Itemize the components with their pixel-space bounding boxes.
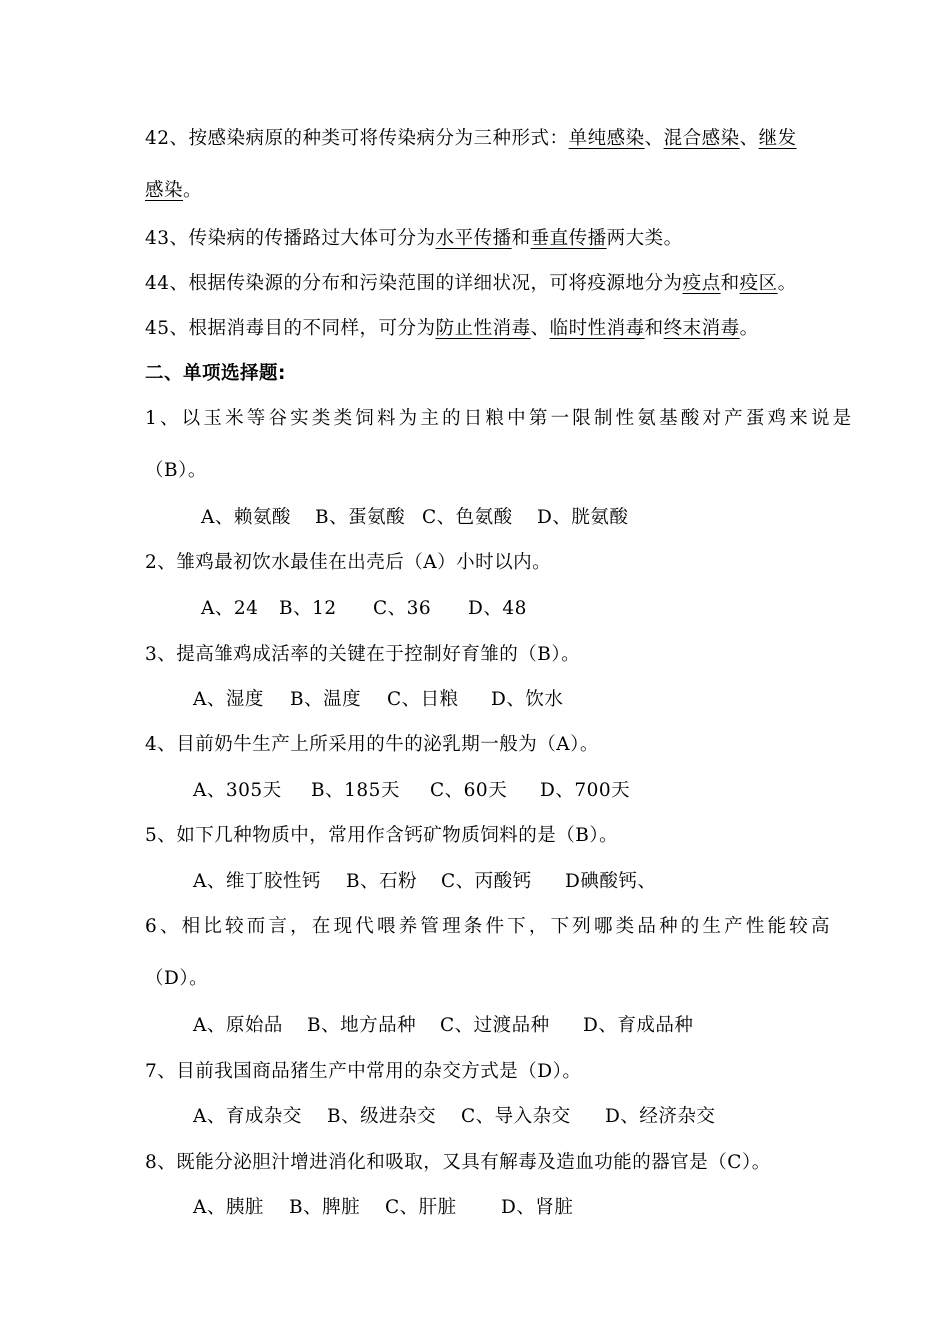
choice-options-3 [193, 685, 563, 711]
fill-question-45 [145, 314, 759, 340]
option-b: B、级进杂交 [327, 1106, 437, 1127]
fill-question-44 [145, 269, 797, 295]
question-number: 4、 [145, 734, 177, 755]
question-text: 传染病的传播路过大体可分为 [188, 228, 436, 249]
question-number: 6、 [145, 916, 182, 937]
choice-options-4 [193, 776, 630, 802]
question-text: 和 [644, 318, 664, 339]
section-heading: 二、单项选择题: [145, 363, 286, 384]
option-c: C、肝脏 [385, 1197, 457, 1218]
answer-underlined: 疫点 [682, 273, 721, 294]
answer-underlined: 感染 [145, 180, 184, 201]
choice-options-2 [201, 594, 527, 620]
question-text: 目前我国商品猪生产中常用的杂交方式是（D）。 [176, 1061, 582, 1082]
choice-question-6-continuation: （D）。 [145, 968, 209, 989]
question-number: 3、 [145, 644, 177, 665]
question-text: 提高雏鸡成活率的关键在于控制好育雏的（B）。 [176, 644, 581, 665]
choice-question-5 [145, 821, 618, 847]
answer-underlined: 终末消毒 [663, 318, 740, 339]
option-a: A、维丁胶性钙 [193, 871, 321, 892]
answer-underlined: 临时性消毒 [549, 318, 645, 339]
answer-underlined: 垂直传播 [530, 228, 607, 249]
question-text: 既能分泌胆汁增进消化和吸取，又具有解毒及造血功能的器官是（C）。 [176, 1152, 771, 1173]
option-c: C、60天 [430, 780, 508, 801]
answer-underlined: 水平传播 [435, 228, 512, 249]
question-text: 如下几种物质中，常用作含钙矿物质饲料的是（B）。 [176, 825, 619, 846]
answer-underlined: 继发 [758, 128, 797, 149]
option-d: D、经济杂交 [605, 1106, 716, 1127]
question-number: 42、 [145, 128, 189, 149]
answer-underlined: 混合感染 [663, 128, 740, 149]
question-text: 相比较而言，在现代喂养管理条件下，下列哪类品种的生产性能较高 [181, 916, 833, 937]
option-b: B、12 [279, 598, 337, 619]
question-text: 雏鸡最初饮水最佳在出壳后（A）小时以内。 [176, 552, 552, 573]
choice-question-2 [145, 548, 551, 574]
option-a: A、赖氨酸 [201, 507, 291, 528]
question-number: 43、 [145, 228, 189, 249]
question-text: 、 [644, 128, 664, 149]
option-a: A、24 [201, 598, 259, 619]
question-text: 根据传染源的分布和污染范围的详细状况，可将疫源地分为 [188, 273, 683, 294]
question-text: 和 [720, 273, 740, 294]
option-c: C、丙酸钙 [441, 871, 532, 892]
question-number: 5、 [145, 825, 177, 846]
fill-question-42 [145, 124, 797, 150]
option-d: D、48 [468, 598, 527, 619]
question-text: 、 [739, 128, 759, 149]
option-d: D碘酸钙、 [565, 871, 657, 892]
answer-underlined: 防止性消毒 [435, 318, 531, 339]
option-d: D、700天 [540, 780, 631, 801]
option-a: A、育成杂交 [193, 1106, 302, 1127]
choice-question-3 [145, 640, 580, 666]
question-number: 2、 [145, 552, 177, 573]
question-number: 44、 [145, 273, 189, 294]
option-b: B、温度 [290, 689, 362, 710]
answer-underlined: 疫区 [739, 273, 778, 294]
option-a: A、胰脏 [193, 1197, 264, 1218]
fill-question-42-continuation [145, 176, 202, 202]
question-text: 根据消毒目的不同样，可分为 [188, 318, 436, 339]
option-d: D、育成品种 [583, 1015, 694, 1036]
question-text: 两大类。 [606, 228, 683, 249]
question-text: 目前奶牛生产上所采用的牛的泌乳期一般为（A）。 [176, 734, 599, 755]
option-c: C、过渡品种 [440, 1015, 550, 1036]
option-b: B、185天 [311, 780, 400, 801]
option-c: C、36 [373, 598, 432, 619]
choice-question-1-continuation: （B）。 [145, 460, 207, 481]
option-b: B、地方品种 [307, 1015, 417, 1036]
choice-options-1 [201, 503, 628, 529]
question-number: 45、 [145, 318, 189, 339]
choice-question-1 [145, 404, 854, 430]
choice-options-5 [193, 867, 656, 893]
question-text: 。 [739, 318, 759, 339]
question-text: 。 [183, 180, 203, 201]
choice-question-6 [145, 912, 833, 938]
option-b: B、脾脏 [289, 1197, 361, 1218]
question-number: 1、 [145, 408, 182, 429]
option-a: A、湿度 [193, 689, 264, 710]
question-number: 7、 [145, 1061, 177, 1082]
question-text: 、 [530, 318, 550, 339]
question-text: 和 [511, 228, 531, 249]
choice-options-8 [193, 1193, 573, 1219]
choice-options-6 [193, 1011, 693, 1037]
option-b: B、蛋氨酸 [315, 507, 406, 528]
option-b: B、石粉 [346, 871, 418, 892]
choice-question-8 [145, 1148, 771, 1174]
question-text: 按感染病原的种类可将传染病分为三种形式： [188, 128, 569, 149]
fill-question-43 [145, 224, 683, 250]
question-text: 。 [777, 273, 797, 294]
option-a: A、305天 [193, 780, 282, 801]
answer-underlined: 单纯感染 [568, 128, 645, 149]
option-c: C、导入杂交 [461, 1106, 571, 1127]
choice-question-7 [145, 1057, 581, 1083]
choice-question-4 [145, 730, 599, 756]
option-c: C、日粮 [387, 689, 459, 710]
question-number: 8、 [145, 1152, 177, 1173]
choice-options-7 [193, 1102, 715, 1128]
question-text: 以玉米等谷实类类饲料为主的日粮中第一限制性氨基酸对产蛋鸡来说是 [181, 408, 855, 429]
option-a: A、原始品 [193, 1015, 283, 1036]
option-d: D、肾脏 [501, 1197, 574, 1218]
option-c: C、色氨酸 [422, 507, 513, 528]
option-d: D、饮水 [491, 689, 564, 710]
option-d: D、胱氨酸 [537, 507, 629, 528]
